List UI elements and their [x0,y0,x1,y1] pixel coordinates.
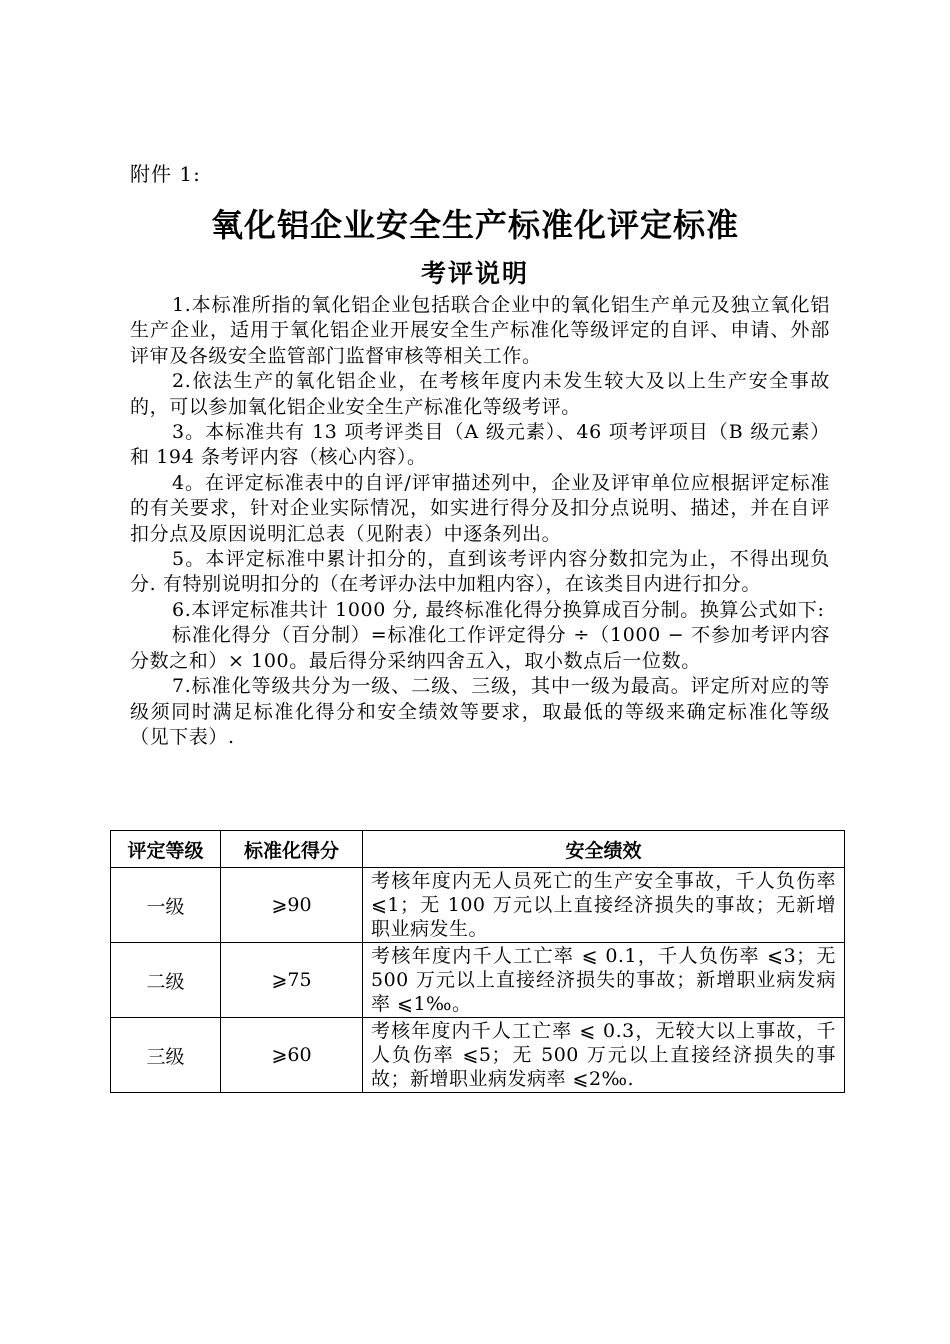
formula-paragraph: 标准化得分（百分制）=标准化工作评定得分 ÷（1000 − 不参加考评内容分数之和）× 100。最后得分采纳四舍五入，取小数点后一位数。 [130,624,830,672]
paragraph-3: 3。本标准共有 13 项考评类目（A 级元素）、46 项考评项目（B 级元素）和 194 条考评内容（核心内容）。 [130,421,830,469]
performance-cell: 考核年度内千人工亡率 ⩽ 0.3，无较大以上事故，千人负伤率 ⩽5；无 500 万元以上直接经济损失的事故；新增职业病发病率 ⩽2‰. [363,1018,845,1093]
score-cell: ⩾90 [221,868,363,943]
table-header-row [111,831,845,868]
paragraph-5: 5。本评定标准中累计扣分的，直到该考评内容分数扣完为止，不得出现负分. 有特别说明扣分的（在考评办法中加粗内容），在该类目内进行扣分。 [130,548,830,596]
score-cell: ⩾75 [221,943,363,1018]
section-subtitle: 考评说明 [420,259,529,288]
level-cell: 一级 [111,868,221,943]
paragraph-4: 4。在评定标准表中的自评/评审描述列中，企业及评审单位应根据评定标准的有关要求，针对企业实际情况，如实进行得分及扣分点说明、描述，并在自评扣分点及原因说明汇总表（见附表）中逐条列出。 [130,471,830,545]
header-performance: 安全绩效 [363,831,845,868]
table-row [111,1018,845,1093]
performance-cell: 考核年度内无人员死亡的生产安全事故，千人负伤率 ⩽1；无 100 万元以上直接经济损失的事故；无新增职业病发生。 [363,868,845,943]
table-row [111,868,845,943]
paragraph-1: 1.本标准所指的氧化铝企业包括联合企业中的氧化铝生产单元及独立氧化铝生产企业，适用于氧化铝企业开展安全生产标准化等级评定的自评、申请、外部评审及各级安全监管部门监督审核等相关工作。 [130,294,830,367]
evaluation-notes [130,293,830,750]
grade-table [110,830,845,1093]
paragraph-6: 6.本评定标准共计 1000 分, 最终标准化得分换算成百分制。换算公式如下: [172,598,825,621]
table-row [111,943,845,1018]
level-cell: 三级 [111,1018,221,1093]
header-level: 评定等级 [111,831,221,868]
document-title: 氧化铝企业安全生产标准化评定标准 [210,206,739,244]
paragraph-2: 2.依法生产的氧化铝企业，在考核年度内未发生较大及以上生产安全事故的，可以参加氧化铝企业安全生产标准化等级考评。 [130,370,830,418]
paragraph-7: 7.标准化等级共分为一级、二级、三级，其中一级为最高。评定所对应的等级须同时满足标准化得分和安全绩效等要求，取最低的等级来确定标准化等级（见下表）. [130,675,830,748]
score-cell: ⩾60 [221,1018,363,1093]
attachment-label: 附件 1: [130,162,201,186]
level-cell: 二级 [111,943,221,1018]
header-score: 标准化得分 [221,831,363,868]
performance-cell: 考核年度内千人工亡率 ⩽ 0.1，千人负伤率 ⩽3；无 500 万元以上直接经济损失的事故；新增职业病发病率 ⩽1‰。 [363,943,845,1018]
